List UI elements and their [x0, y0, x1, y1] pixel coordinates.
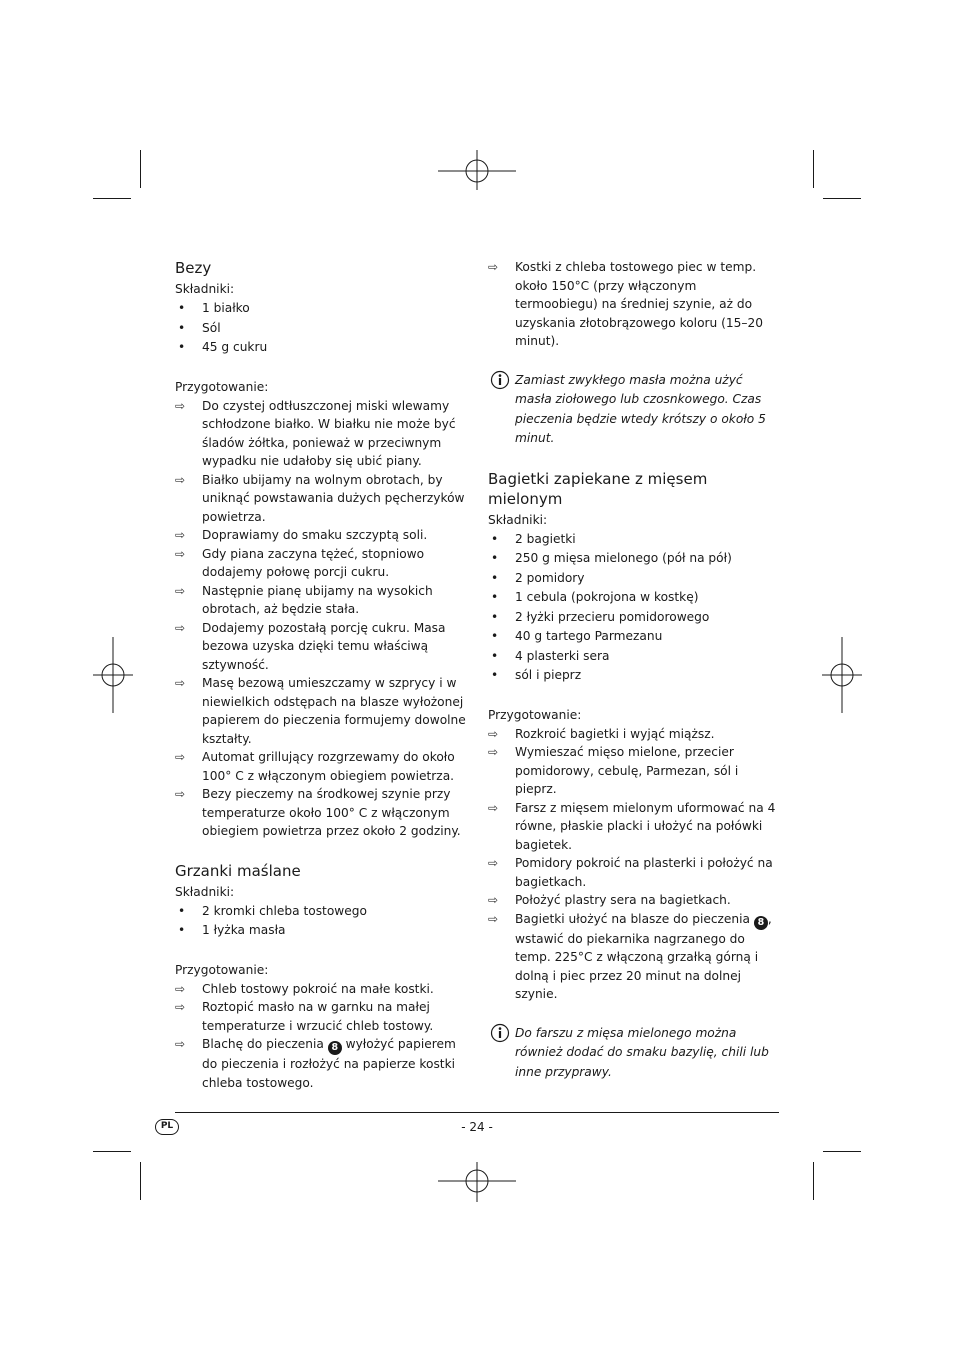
arrow-right-outline-icon: ⇨ [175, 546, 186, 561]
ingredients-list [488, 530, 780, 686]
arrow-right-outline-icon: ⇨ [488, 260, 499, 274]
ingredients-label: Składniki: [488, 512, 548, 527]
steps-list [488, 258, 780, 351]
registration-mark-icon [438, 1162, 516, 1202]
bullet-icon: • [491, 648, 499, 663]
prep-label: Przygotowanie: [488, 707, 582, 722]
step-item: ⇨ Następnie pianę ubijamy na wysokich obrotach, aż będzie stała. [175, 583, 433, 616]
arrow-right-outline-icon: ⇨ [175, 528, 186, 542]
step-item: ⇨ Blachę do pieczenia 8 wyłożyć papierem do pieczenia i rozłożyć na papierze kostki chleba tostowego. [175, 1037, 456, 1090]
ingredients-label: Składniki: [175, 884, 235, 899]
crop-mark [93, 198, 131, 199]
right-column [488, 258, 780, 1082]
crop-mark [140, 1162, 141, 1200]
list-item: • 1 białko [175, 299, 470, 319]
section-title-grzanki: Grzanki maślane [175, 861, 301, 880]
bullet-icon: • [491, 570, 499, 585]
info-icon [490, 370, 510, 390]
arrow-right-outline-icon: ⇨ [175, 583, 186, 598]
step-item: ⇨ Dodajemy pozostałą porcję cukru. Masa bezowa uzyska dzięki temu właściwą sztywność. [175, 620, 446, 672]
arrow-right-outline-icon: ⇨ [175, 1037, 186, 1051]
section-title-bagietki: Bagietki zapiekane z mięsem mielonym [488, 469, 708, 508]
arrow-right-outline-icon: ⇨ [488, 893, 499, 907]
bullet-icon: • [491, 590, 499, 604]
language-badge: PL [155, 1119, 179, 1135]
arrow-right-outline-icon: ⇨ [175, 787, 186, 801]
arrow-right-outline-icon: ⇨ [175, 981, 186, 996]
list-item: • 2 bagietki [488, 530, 780, 550]
steps-list [488, 725, 780, 1004]
left-column [175, 258, 470, 1092]
bullet-icon: • [178, 923, 186, 937]
registration-mark-icon [822, 637, 862, 713]
step-item: ⇨ Gdy piana zaczyna tężeć, stopniowo dodajemy połowę porcji cukru. [175, 546, 425, 579]
crop-mark [140, 150, 141, 188]
crop-mark [823, 198, 861, 199]
list-item: • 2 pomidory [488, 569, 780, 589]
crop-mark [93, 1151, 131, 1152]
bullet-icon: • [491, 551, 499, 565]
arrow-right-outline-icon: ⇨ [175, 398, 186, 413]
step-item: ⇨ Doprawiamy do smaku szczyptą soli. [175, 526, 470, 545]
step-item: ⇨ Pomidory pokroić na plasterki i położyć na bagietkach. [488, 856, 773, 889]
list-item: • Sól [175, 319, 470, 339]
bullet-icon: • [491, 629, 499, 643]
ingredients-list [175, 299, 470, 358]
crop-mark [813, 150, 814, 188]
arrow-right-outline-icon: ⇨ [175, 676, 186, 690]
arrow-right-outline-icon: ⇨ [175, 750, 186, 764]
steps-list [175, 397, 470, 841]
step-item: ⇨ Automat grillujący rozgrzewamy do około 100° C z włączonym obiegiem powietrza. [175, 750, 455, 783]
list-item: • 250 g mięsa mielonego (pół na pół) [488, 549, 780, 569]
section-title-bezy: Bezy [175, 259, 212, 277]
bullet-icon: • [491, 531, 499, 546]
step-item: ⇨ Bagietki ułożyć na blasze do pieczenia 8 , wstawić do piekarnika nagrzanego do temp. 225°C z włączoną grzałką górną i dolną i piec przez 20 minut na dolnej szynie. [488, 911, 772, 1001]
step-item: ⇨ Rozkroić bagietki i wyjąć miąższ. [488, 725, 780, 744]
bullet-icon: • [178, 903, 186, 918]
part-number-badge: 8 [754, 916, 768, 930]
arrow-right-outline-icon: ⇨ [488, 726, 499, 741]
prep-label: Przygotowanie: [175, 962, 269, 977]
list-item: • 45 g cukru [175, 338, 470, 358]
arrow-right-outline-icon: ⇨ [488, 745, 499, 759]
prep-label: Przygotowanie: [175, 379, 269, 394]
list-item: • 2 łyżki przecieru pomidorowego [488, 608, 780, 628]
tip-note: Do farszu z mięsa mielonego można również dodać do smaku bazylię, chili lub inne przyprawy. [488, 1024, 780, 1083]
step-item: ⇨ Bezy pieczemy na środkowej szynie przy temperaturze około 100° C z włączonym obiegiem powietrza przez około 2 godziny. [175, 787, 461, 838]
ingredients-list [175, 902, 470, 941]
list-item: • 2 kromki chleba tostowego [175, 902, 470, 922]
crop-mark [823, 1151, 861, 1152]
bullet-icon: • [491, 668, 499, 682]
arrow-right-outline-icon: ⇨ [488, 856, 499, 870]
ingredients-label: Składniki: [175, 282, 235, 296]
bullet-icon: • [178, 340, 186, 354]
step-item: ⇨ Białko ubijamy na wolnym obrotach, by uniknąć powstawania dużych pęcherzyków powietrza. [175, 472, 465, 524]
step-item: ⇨ Wymieszać mięso mielone, przecier pomidorowy, cebulę, Parmezan, sól i pieprz. [488, 745, 739, 796]
list-item: • 4 plasterki sera [488, 647, 780, 667]
step-item: ⇨ Położyć plastry sera na bagietkach. [488, 891, 780, 910]
list-item: • 1 łyżka masła [175, 921, 470, 941]
arrow-right-outline-icon: ⇨ [175, 1000, 186, 1014]
arrow-right-outline-icon: ⇨ [488, 800, 499, 815]
footer-divider [175, 1112, 779, 1113]
crop-mark [813, 1162, 814, 1200]
step-item: ⇨ Kostki z chleba tostowego piec w temp. około 150°C (przy włączonym termoobiegu) na średniej szynie, aż do uzyskania złotobrązowego koloru (15–20 minut). [488, 260, 763, 348]
tip-note: Zamiast zwykłego masła można użyć masła ziołowego lub czosnkowego. Czas pieczenia będzie wtedy krótszy o około 5 minut. [488, 371, 780, 449]
steps-list [175, 980, 470, 1093]
bullet-icon: • [178, 320, 186, 335]
step-item: ⇨ Chleb tostowy pokroić na małe kostki. [175, 980, 470, 999]
arrow-right-outline-icon: ⇨ [175, 472, 186, 487]
arrow-right-outline-icon: ⇨ [175, 620, 186, 635]
registration-mark-icon [438, 150, 516, 190]
info-icon [490, 1023, 510, 1043]
arrow-right-outline-icon: ⇨ [488, 911, 499, 926]
page-number: - 24 - [461, 1120, 493, 1134]
step-item: ⇨ Roztopić masło na w garnku na małej temperaturze i wrzucić chleb tostowy. [175, 1000, 434, 1033]
list-item: • 1 cebula (pokrojona w kostkę) [488, 588, 780, 608]
bullet-icon: • [178, 301, 186, 315]
step-item: ⇨ Do czystej odtłuszczonej miski wlewamy schłodzone białko. W białku nie może być śladów żółtka, ponieważ w przeciwnym wypadku nie udałoby się ubić piany. [175, 398, 456, 468]
list-item: • sól i pieprz [488, 666, 780, 686]
part-number-badge: 8 [328, 1041, 342, 1055]
step-item: ⇨ Farsz z mięsem mielonym uformować na 4 równe, płaskie placki i ułożyć na połówki bagietek. [488, 800, 776, 852]
bullet-icon: • [491, 609, 499, 624]
registration-mark-icon [93, 637, 133, 713]
step-item: ⇨ Masę bezową umieszczamy w szprycy i w niewielkich odstępach na blasze wyłożonej papierem do pieczenia formujemy dowolne kształty. [175, 676, 466, 746]
list-item: • 40 g tartego Parmezanu [488, 627, 780, 647]
